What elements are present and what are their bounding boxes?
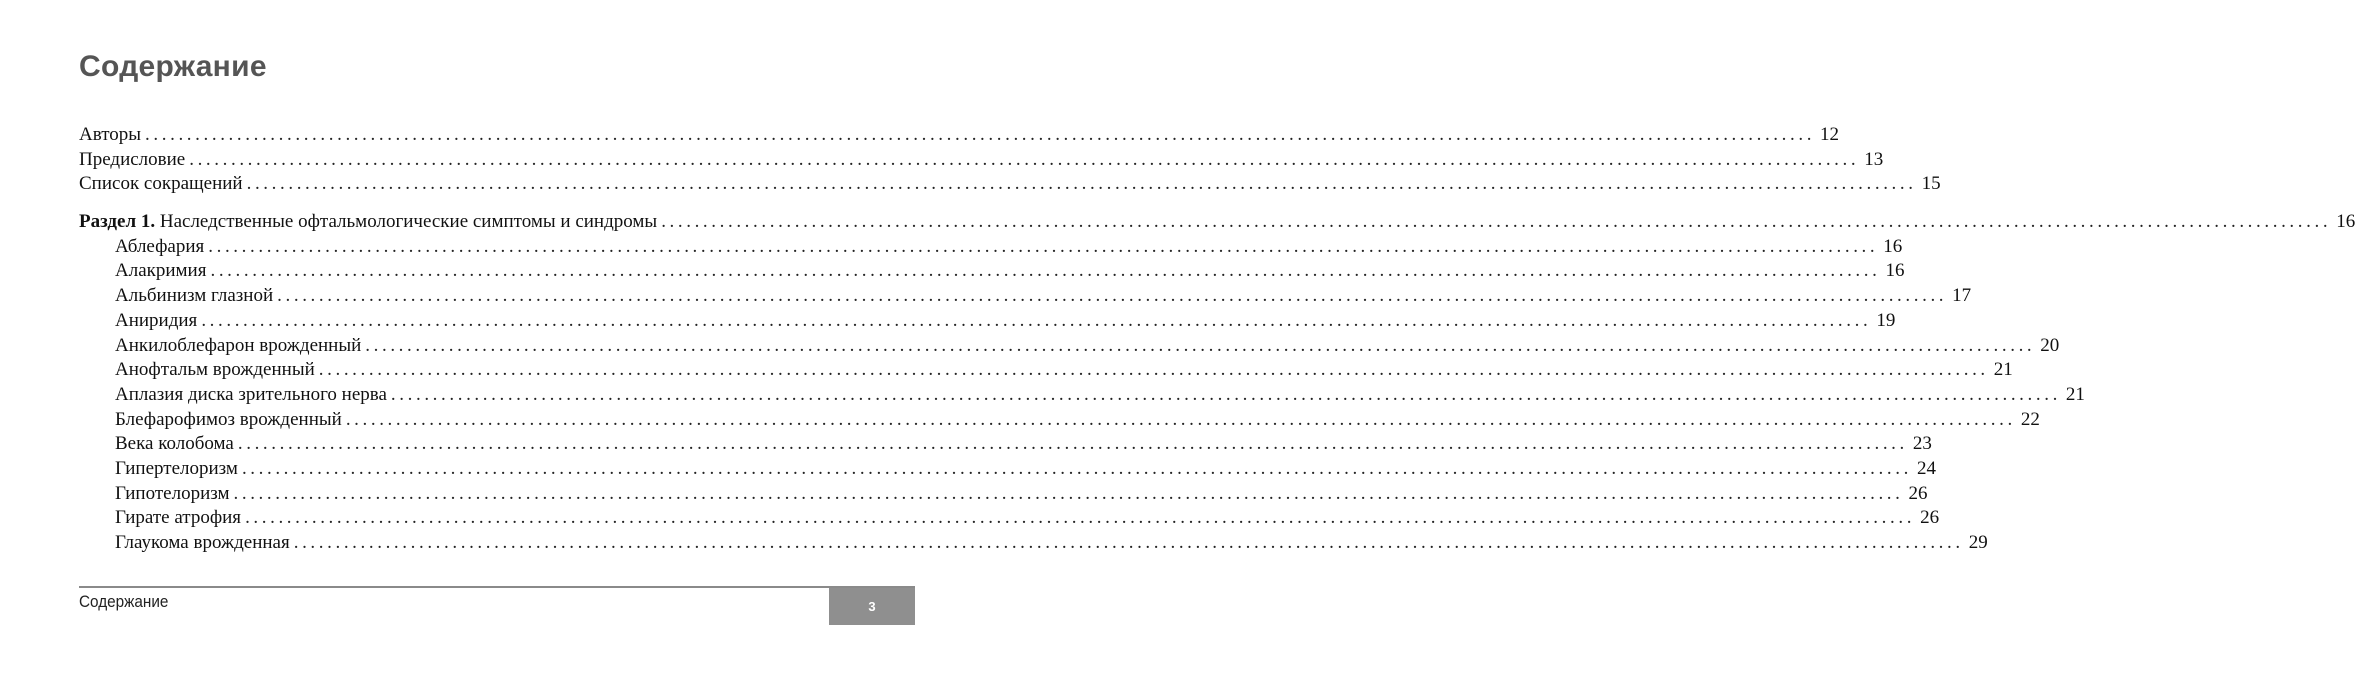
dot-leader: ........................................................................................................................................................................................................ bbox=[365, 334, 2036, 356]
toc-entry-page: 12 bbox=[1820, 124, 1840, 145]
dot-leader: ........................................................................................................................................................................................................ bbox=[293, 532, 1964, 553]
toc-entry[interactable] bbox=[79, 358, 2013, 383]
toc-entry-label: Гипертелоризм bbox=[115, 457, 238, 479]
toc-entry-page: 24 bbox=[1916, 457, 1936, 479]
dot-leader: ........................................................................................................................................................................................................ bbox=[277, 285, 1948, 307]
toc-entry-page: 26 bbox=[1908, 482, 1928, 504]
toc-entry-label: Алакримия bbox=[115, 260, 207, 282]
toc-entry-label: Аблефария bbox=[115, 235, 205, 257]
dot-leader: ........................................................................................................................................................................................................ bbox=[233, 482, 1904, 504]
toc-entry-page: 15 bbox=[1921, 173, 1941, 195]
toc-entry-preface[interactable] bbox=[79, 148, 1884, 173]
toc-entry[interactable] bbox=[79, 259, 1905, 284]
page-number: 3 bbox=[829, 588, 915, 625]
toc-entry-page: 16 bbox=[1885, 260, 1905, 282]
toc-entry-label: Века колобома bbox=[115, 433, 234, 455]
dot-leader: ........................................................................................................................................................................................................ bbox=[210, 260, 1881, 282]
toc-entry-page: 20 bbox=[2040, 334, 2060, 356]
toc-entry[interactable] bbox=[79, 432, 1932, 457]
toc-entry-page: 16 bbox=[2336, 211, 2355, 233]
footer-divider bbox=[79, 586, 915, 588]
toc-entry-abbreviations[interactable] bbox=[79, 172, 1941, 197]
toc-entry-page: 17 bbox=[1952, 285, 1972, 307]
dot-leader: ........................................................................................................................................................................................................ bbox=[661, 211, 2332, 233]
toc-entry-page: 22 bbox=[2020, 408, 2040, 430]
toc-entry[interactable] bbox=[79, 284, 1972, 309]
toc-entry-label: Гирате атрофия bbox=[115, 507, 242, 529]
dot-leader: ........................................................................................................................................................................................................ bbox=[246, 173, 1917, 195]
toc-entry-page: 13 bbox=[1864, 148, 1884, 170]
toc-entry-label: Предисловие bbox=[79, 148, 186, 170]
toc-entry-page: 23 bbox=[1912, 433, 1932, 455]
toc-entry[interactable] bbox=[79, 235, 1903, 260]
dot-leader: ........................................................................................................................................................................................................ bbox=[237, 433, 1908, 455]
toc-entry-label: Альбинизм глазной bbox=[115, 285, 274, 307]
toc-entry-page: 21 bbox=[2065, 383, 2085, 405]
toc-entry-page: 21 bbox=[1993, 359, 2013, 381]
toc-entry-page: 29 bbox=[1968, 532, 1988, 553]
toc-entry[interactable] bbox=[79, 309, 1896, 334]
toc-entry-label: Аплазия диска зрительного нерва bbox=[115, 383, 387, 405]
toc-entry-page: 19 bbox=[1876, 309, 1896, 331]
toc-entry-label: Блефарофимоз врожденный bbox=[115, 408, 342, 430]
dot-leader: ........................................................................................................................................................................................................ bbox=[390, 383, 2061, 405]
toc-entry[interactable] bbox=[79, 457, 1936, 482]
toc-entry-page: 16 bbox=[1883, 235, 1903, 257]
dot-leader: ........................................................................................................................................................................................................ bbox=[208, 235, 1879, 257]
section-title: Наследственные офтальмологические симптомы и синдромы bbox=[159, 211, 658, 233]
running-footer: Содержание bbox=[79, 592, 169, 611]
toc-entry[interactable] bbox=[79, 408, 2040, 433]
table-of-contents bbox=[79, 123, 2355, 556]
dot-leader: ........................................................................................................................................................................................................ bbox=[241, 457, 1912, 479]
toc-entry-label: Глаукома врожденная bbox=[115, 532, 290, 553]
toc-entry-label: Аниридия bbox=[115, 309, 198, 331]
toc-entry[interactable] bbox=[79, 482, 1928, 507]
dot-leader: ........................................................................................................................................................................................................ bbox=[201, 309, 1872, 331]
toc-entry-authors[interactable] bbox=[79, 123, 1840, 148]
dot-leader: ........................................................................................................................................................................................................ bbox=[189, 148, 1860, 170]
toc-section-1[interactable] bbox=[79, 210, 2355, 235]
toc-entry-label: Анофтальм врожденный bbox=[115, 359, 315, 381]
toc-entry[interactable] bbox=[79, 531, 1988, 556]
toc-entry-page: 26 bbox=[1920, 507, 1940, 529]
page-title: Содержание bbox=[79, 50, 267, 83]
dot-leader: ........................................................................................................................................................................................................ bbox=[345, 408, 2016, 430]
toc-section-label bbox=[79, 210, 657, 235]
toc-entry-label: Список сокращений bbox=[79, 173, 243, 195]
toc-entry-label: Анкилоблефарон врожденный bbox=[115, 334, 362, 356]
toc-entry[interactable] bbox=[79, 383, 2085, 408]
toc-entry[interactable] bbox=[79, 506, 1940, 531]
toc-entry-label: Гипотелоризм bbox=[115, 482, 230, 504]
dot-leader: ........................................................................................................................................................................................................ bbox=[245, 507, 1916, 529]
toc-entry[interactable] bbox=[79, 334, 2060, 359]
toc-entry-label: Авторы bbox=[79, 124, 142, 145]
dot-leader: ........................................................................................................................................................................................................ bbox=[145, 124, 1816, 145]
dot-leader: ........................................................................................................................................................................................................ bbox=[318, 359, 1989, 381]
section-prefix: Раздел 1. bbox=[79, 211, 156, 233]
